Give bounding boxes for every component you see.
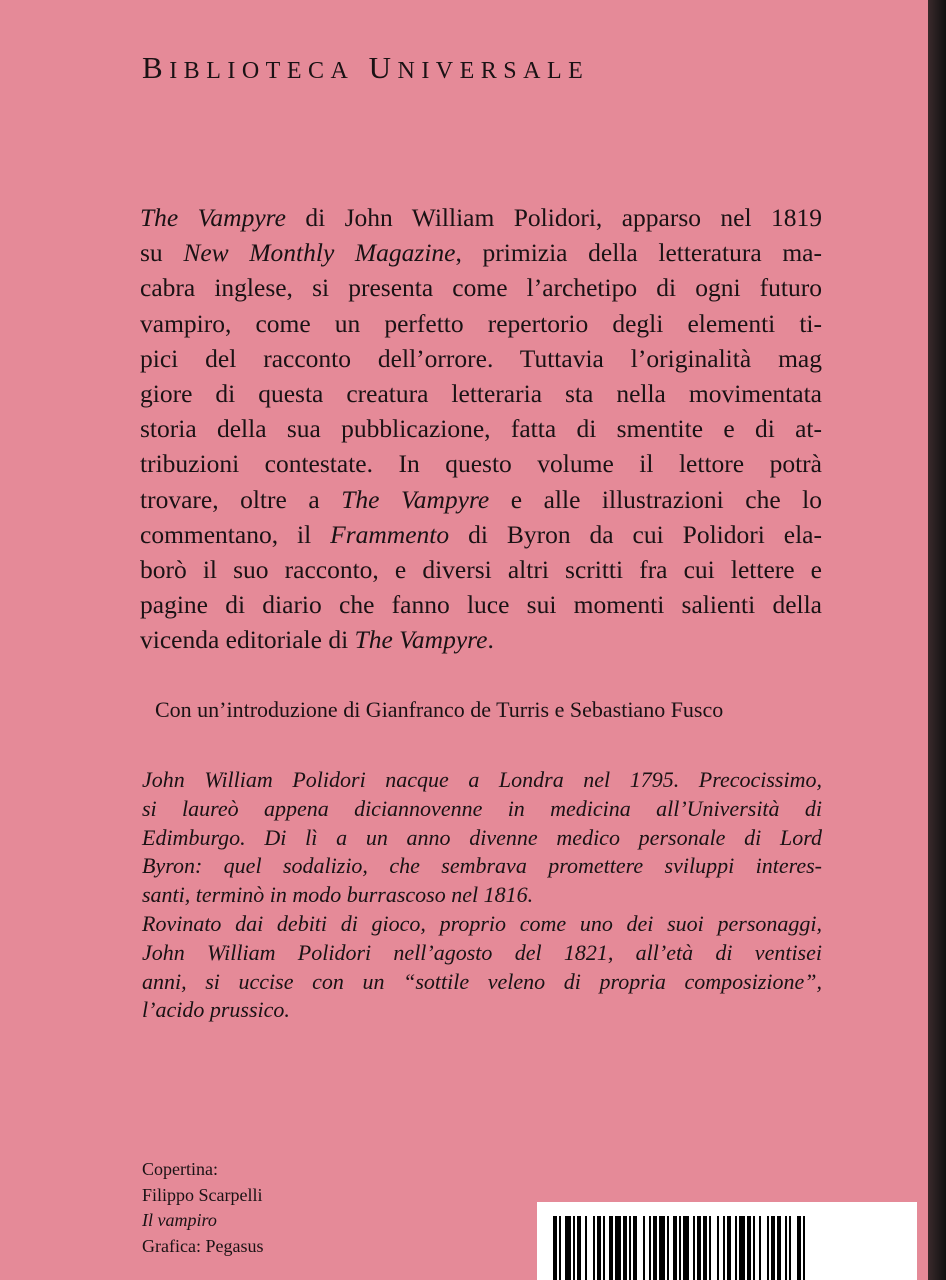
barcode-bar: [593, 1216, 595, 1280]
barcode-bar: [739, 1216, 745, 1280]
series-title: BIBLIOTECA UNIVERSALE: [142, 50, 590, 85]
barcode-bar: [777, 1216, 781, 1280]
barcode-bar: [629, 1216, 631, 1280]
bio-line: Edimburgo. Di lì a un anno divenne medico personale di Lord: [142, 824, 822, 850]
barcode-bar: [803, 1216, 805, 1280]
introduction-credit: Con un’introduzione di Gianfranco de Turris e Sebastiano Fusco: [155, 697, 724, 722]
barcode-bar: [633, 1216, 637, 1280]
blurb-line: trovare, oltre a The Vampyre e alle illustrazioni che lo: [140, 484, 823, 514]
blurb-line: The Vampyre di John William Polidori, apparso nel 1819: [140, 203, 822, 232]
bio-line: Rovinato dai debiti di gioco, proprio come uno dei suoi personaggi,: [142, 910, 822, 936]
blurb-line: pici del racconto dell’orrore. Tuttavia l’originalità mag: [140, 343, 822, 373]
bio-line: John William Polidori nell’agosto del 1821, all’età di ventisei: [142, 939, 822, 965]
blurb-line: vicenda editoriale di The Vampyre.: [140, 625, 494, 655]
barcode-bar: [771, 1216, 775, 1280]
barcode-bar: [623, 1216, 627, 1280]
barcode-bar: [667, 1216, 669, 1280]
cover-artist: Filippo Scarpelli: [142, 1184, 263, 1205]
barcode-bar: [789, 1216, 791, 1280]
barcode-bar: [693, 1216, 695, 1280]
blurb-line: cabra inglese, si presenta come l’archetipo di ogni futuro: [140, 273, 822, 303]
barcode-bar: [565, 1216, 571, 1280]
barcode-bar: [597, 1216, 601, 1280]
bio-line: anni, si uccise con un “sottile veleno di propria composizione”,: [142, 968, 822, 994]
barcode-bar: [649, 1216, 651, 1280]
barcode-bar: [697, 1216, 701, 1280]
bio-line: l’acido prussico.: [142, 997, 290, 1023]
blurb-line: storia della sua pubblicazione, fatta di smentite e di at-: [140, 414, 822, 444]
barcode-bar: [703, 1216, 707, 1280]
blurb-line: commentano, il Frammento di Byron da cui Polidori ela-: [140, 519, 822, 549]
barcode-bar: [643, 1216, 645, 1280]
blurb-line: pagine di diario che fanno luce sui momenti salienti della: [140, 590, 822, 620]
barcode-bar: [747, 1216, 751, 1280]
barcode-bar: [573, 1216, 575, 1280]
barcode-bar: [585, 1216, 587, 1280]
cover-label: Copertina:: [142, 1159, 218, 1179]
barcode-bar: [797, 1216, 801, 1280]
author-biography: [142, 766, 822, 1025]
barcode-bar: [679, 1216, 681, 1280]
bio-line: Byron: quel sodalizio, che sembrava promettere sviluppi interes-: [142, 853, 822, 879]
barcode-bar: [683, 1216, 689, 1280]
barcode-bar: [723, 1216, 725, 1280]
barcode-bar: [559, 1216, 561, 1280]
barcode-bar: [653, 1216, 657, 1280]
blurb-line: tribuzioni contestate. In questo volume il lettore potrà: [140, 449, 822, 479]
barcode-bar: [603, 1216, 605, 1280]
barcode-bar: [615, 1216, 621, 1280]
book-blurb: [140, 200, 822, 658]
cover-artwork-title: Il vampiro: [142, 1210, 217, 1230]
barcode-bar: [785, 1216, 787, 1280]
barcode-bar: [673, 1216, 677, 1280]
barcode-bar: [767, 1216, 769, 1280]
blurb-line: su New Monthly Magazine, primizia della letteratura ma-: [140, 238, 822, 268]
bio-line: santi, terminò in modo burrascoso nel 1816.: [142, 882, 534, 908]
barcode-bar: [659, 1216, 665, 1280]
spine-edge: [928, 0, 946, 1280]
graphic-design-credit: Grafica: Pegasus: [142, 1235, 264, 1256]
barcode-bar: [577, 1216, 581, 1280]
barcode-bar: [753, 1216, 755, 1280]
barcode-label: [537, 1202, 917, 1280]
blurb-line: vampiro, come un perfetto repertorio degli elementi ti-: [140, 308, 822, 338]
barcode-bar: [709, 1216, 711, 1280]
bio-line: si laureò appena diciannovenne in medicina all’Università di: [142, 795, 822, 821]
barcode-bar: [609, 1216, 613, 1280]
cover-credits: [142, 1157, 263, 1259]
blurb-line: giore di questa creatura letteraria sta nella movimentata: [140, 379, 822, 409]
barcode: [553, 1216, 903, 1280]
blurb-line: borò il suo racconto, e diversi altri scritti fra cui lettere e: [140, 555, 822, 585]
barcode-bar: [727, 1216, 731, 1280]
barcode-bar: [759, 1216, 761, 1280]
barcode-bar: [735, 1216, 737, 1280]
barcode-bar: [553, 1216, 557, 1280]
barcode-bar: [717, 1216, 719, 1280]
bio-line: John William Polidori nacque a Londra nel 1795. Precocissimo,: [142, 767, 822, 792]
